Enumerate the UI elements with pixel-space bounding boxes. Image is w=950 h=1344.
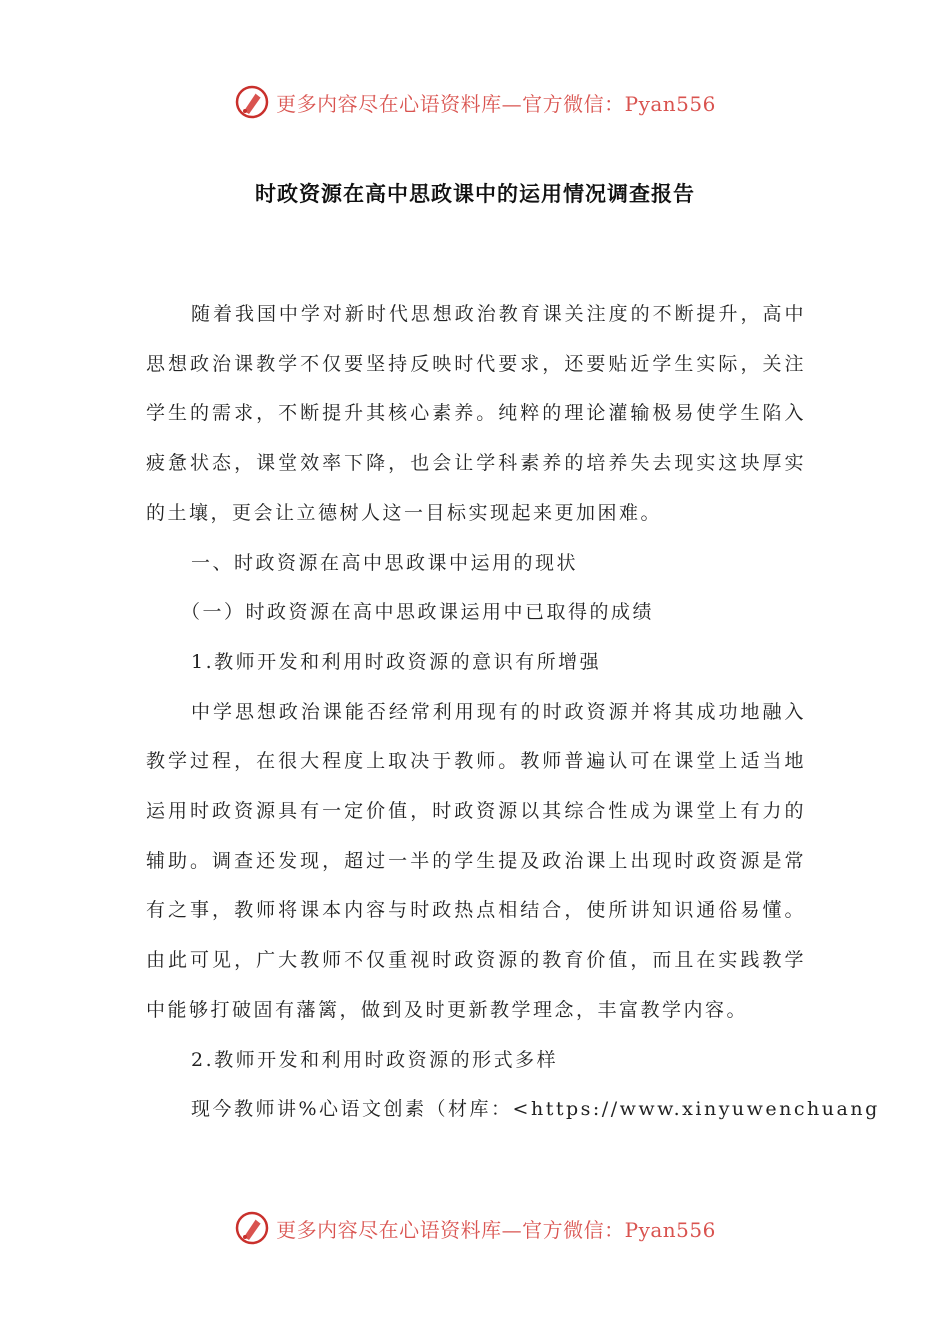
pen-nib-logo-icon (234, 84, 270, 120)
watermark-text: 更多内容尽在心语资料库—官方微信：Pyan556 (276, 91, 716, 116)
intro-paragraph: 随着我国中学对新时代思想政治教育课关注度的不断提升，高中思想政治课教学不仅要坚持反映时代要求，还要贴近学生实际，关注学生的需求，不断提升其核心素养。纯粹的理论灌输极易使学生陷入疲惫状态，课堂效率下降，也会让学科素养的培养失去现实这块厚实的土壤，更会让立德树人这一目标实现起来更加困难。 (146, 303, 806, 524)
point-heading-1: 1.教师开发和利用时政资源的意识有所增强 (191, 650, 602, 673)
point-heading-2: 2.教师开发和利用时政资源的形式多样 (191, 1048, 559, 1071)
footer-watermark-banner (0, 1206, 950, 1250)
section-heading-1: 一、时政资源在高中思政课中运用的现状 (191, 551, 579, 574)
body-paragraph-1: 中学思想政治课能否经常利用现有的时政资源并将其成功地融入教学过程，在很大程度上取决于教师。教师普遍认可在课堂上适当地运用时政资源具有一定价值，时政资源以其综合性成为课堂上有力的辅助。调查还发现，超过一半的学生提及政治课上出现时政资源是常有之事，教师将课本内容与时政热点相结合，使所讲知识通俗易懂。由此可见，广大教师不仅重视时政资源的教育价值，而且在实践教学中能够打破固有藩篱，做到及时更新教学理念，丰富教学内容。 (146, 700, 806, 1021)
header-watermark-banner (0, 80, 950, 124)
body-paragraph-2: 现今教师讲%心语文创素（材库：<https://www.xinyuwenchuang (191, 1098, 880, 1121)
document-body (146, 290, 880, 1135)
watermark-text: 更多内容尽在心语资料库—官方微信：Pyan556 (276, 1217, 716, 1242)
subsection-heading-1: （一）时政资源在高中思政课运用中已取得的成绩 (181, 601, 655, 624)
pen-nib-logo-icon (234, 1210, 270, 1246)
document-title: 时政资源在高中思政课中的运用情况调查报告 (255, 182, 695, 206)
